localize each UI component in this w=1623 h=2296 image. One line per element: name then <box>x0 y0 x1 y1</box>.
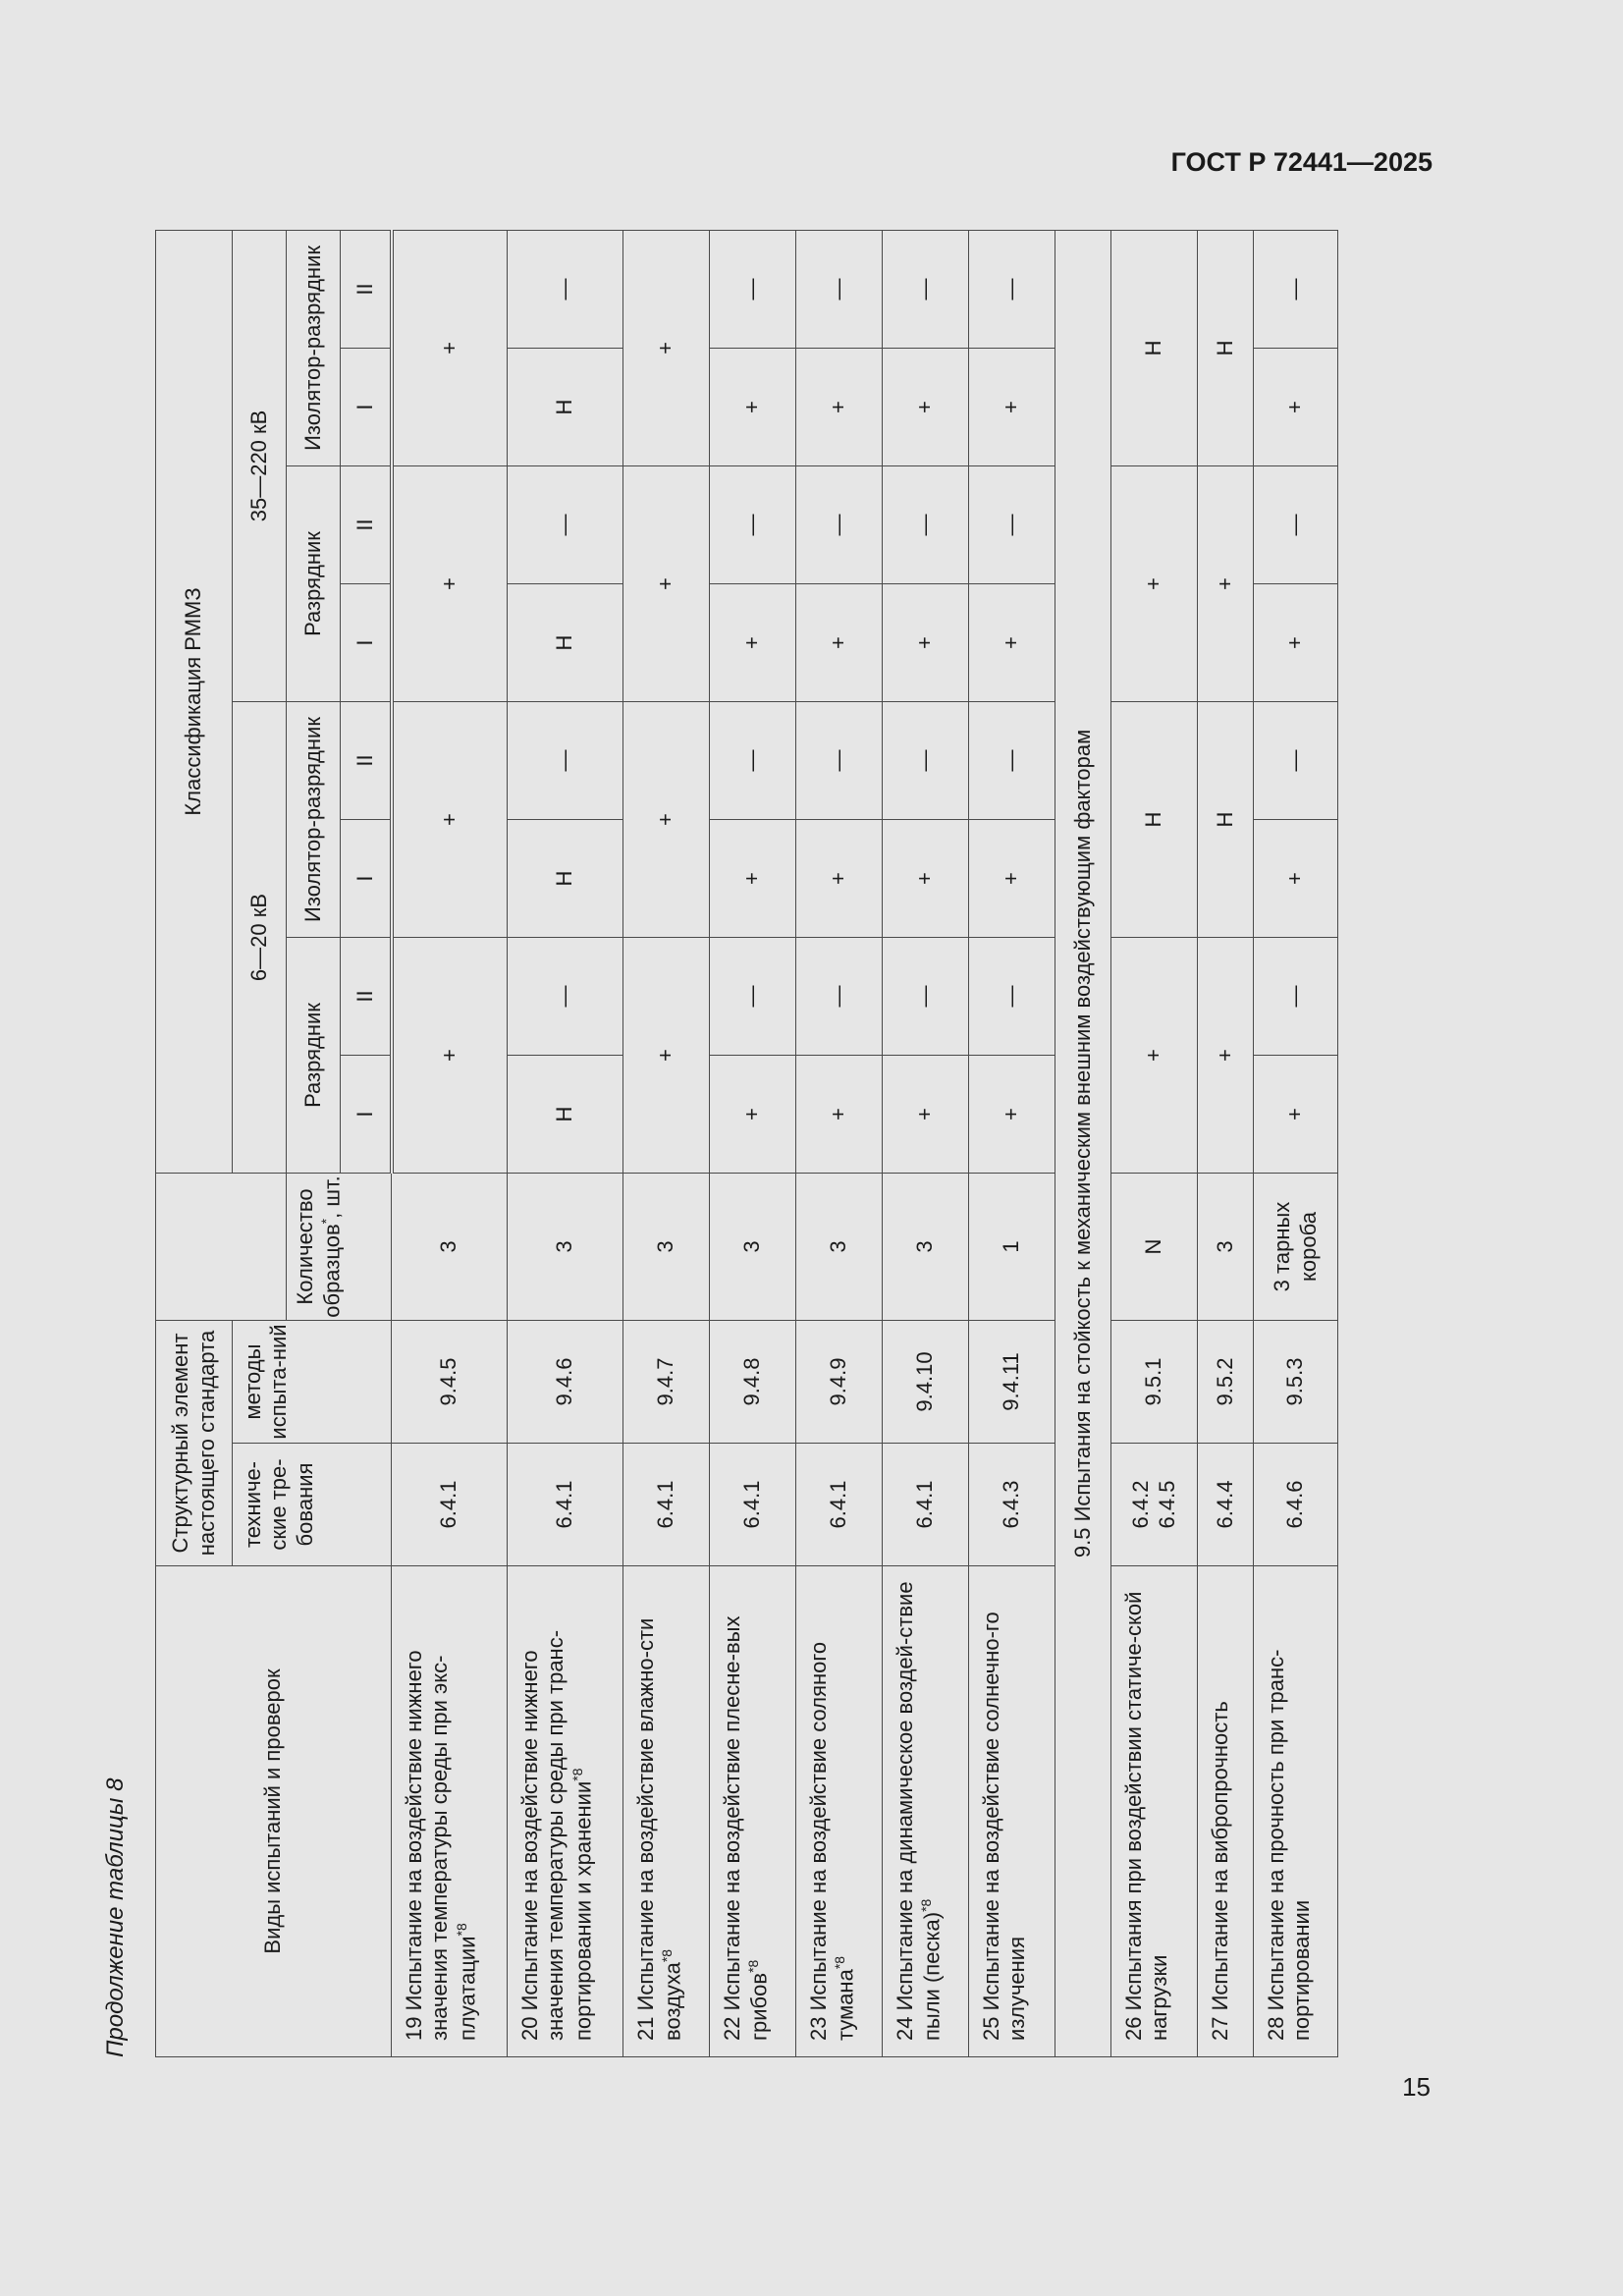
row-value-ii: — <box>508 938 623 1056</box>
header-sub-ii: II <box>341 938 392 1056</box>
row-mark: + <box>623 702 710 938</box>
table-row <box>623 230 710 2056</box>
row-value-i: + <box>1254 1056 1338 1174</box>
header-voltage-35-220: 35—220 кВ <box>233 230 287 701</box>
row-value-ii: — <box>883 938 969 1056</box>
row-value-ii: — <box>710 466 796 584</box>
row-value-ii: — <box>508 230 623 348</box>
row-value-ii: — <box>710 230 796 348</box>
samples-label: Количество образцов <box>293 1188 345 1318</box>
row-qty: 1 <box>969 1174 1055 1321</box>
row-value-i: + <box>710 1056 796 1174</box>
row-name: 26 Испытания при воздействии статиче-ской нагрузки <box>1111 1566 1198 2057</box>
row-value-ii: — <box>1254 466 1338 584</box>
row-tech: 6.4.2 6.4.5 <box>1111 1444 1198 1566</box>
header-sub-ii: II <box>341 230 392 348</box>
header-sub-i: I <box>341 820 392 938</box>
header-sub-ii: II <box>341 702 392 820</box>
row-value-ii: — <box>796 702 883 820</box>
row-method: 9.5.1 <box>1111 1321 1198 1444</box>
row-tech: 6.4.1 <box>883 1444 969 1566</box>
row-qty: 3 <box>796 1174 883 1321</box>
row-insulator-mark: Н <box>1198 702 1254 938</box>
row-value-ii: — <box>796 466 883 584</box>
row-value-i: Н <box>508 820 623 938</box>
rotated-table-block <box>102 231 1346 2057</box>
row-value-ii: — <box>969 466 1055 584</box>
row-method: 9.5.3 <box>1254 1321 1338 1444</box>
row-method: 9.4.7 <box>623 1321 710 1444</box>
row-qty: 3 <box>883 1174 969 1321</box>
row-qty: N <box>1111 1174 1198 1321</box>
row-value-ii: — <box>710 702 796 820</box>
row-method: 9.4.9 <box>796 1321 883 1444</box>
row-tech: 6.4.1 <box>508 1444 623 1566</box>
row-value-i: Н <box>508 349 623 466</box>
row-name: 21 Испытание на воздействие влажно-сти воздуха$^{*8}$ <box>623 1566 710 2057</box>
row-value-i: + <box>1254 584 1338 702</box>
header-arrester-low: Разрядник <box>287 938 341 1174</box>
row-value-i: + <box>969 1056 1055 1174</box>
row-name: 24 Испытание на динамическое воздей-ствие пыли (песка)$^{*8}$ <box>883 1566 969 2057</box>
row-qty: 3 тарных короба <box>1254 1174 1338 1321</box>
row-insulator-mark: Н <box>1111 702 1198 938</box>
table-row <box>969 230 1055 2056</box>
row-name: 19 Испытание на воздействие нижнего значения температуры среды при экс-плуатации$^{*8}$ <box>392 1566 508 2057</box>
row-name: 22 Испытание на воздействие плесне-вых грибов$^{*8}$ <box>710 1566 796 2057</box>
header-samples-top <box>156 1174 287 1321</box>
header-sub-ii: II <box>341 466 392 584</box>
row-qty: 3 <box>1198 1174 1254 1321</box>
header-classification: Классификация РММЗ <box>156 230 233 1173</box>
header-sub-i: I <box>341 584 392 702</box>
row-value-i: + <box>796 820 883 938</box>
row-value-ii: — <box>508 702 623 820</box>
row-mark: + <box>623 230 710 465</box>
row-value-i: + <box>883 820 969 938</box>
row-value-ii: — <box>1254 938 1338 1056</box>
row-value-ii: — <box>710 938 796 1056</box>
row-qty: 3 <box>508 1174 623 1321</box>
table-row <box>508 230 623 2056</box>
row-value-ii: — <box>969 702 1055 820</box>
row-value-i: + <box>883 584 969 702</box>
row-mark: + <box>623 466 710 702</box>
row-name: 28 Испытание на прочность при транс-портировании <box>1254 1566 1338 2057</box>
row-method: 9.5.2 <box>1198 1321 1254 1444</box>
header-insulator-arrester-high: Изолятор-разрядник <box>287 230 341 465</box>
document-code: ГОСТ Р 72441—2025 <box>1170 147 1433 177</box>
table-row <box>883 230 969 2056</box>
header-tech-requirements: техниче-ские тре-бования <box>233 1444 392 1566</box>
section-row <box>1055 230 1111 2056</box>
row-method: 9.4.6 <box>508 1321 623 1444</box>
samples-mark: * <box>318 1218 335 1225</box>
row-value-ii: — <box>1254 230 1338 348</box>
table-row <box>796 230 883 2056</box>
row-name: 20 Испытание на воздействие нижнего значения температуры среды при транс-портировании и хранении$^{*8}$ <box>508 1566 623 2057</box>
row-method: 9.4.11 <box>969 1321 1055 1444</box>
header-kinds: Виды испытаний и проверок <box>156 1566 392 2057</box>
row-mark: + <box>392 466 508 702</box>
header-insulator-arrester-low: Изолятор-разрядник <box>287 702 341 938</box>
test-program-table <box>155 230 1338 2057</box>
row-value-i: Н <box>508 584 623 702</box>
row-value-i: + <box>969 584 1055 702</box>
row-tech: 6.4.4 <box>1198 1444 1254 1566</box>
header-sub-i: I <box>341 1056 392 1174</box>
row-value-i: + <box>796 584 883 702</box>
row-name: 25 Испытание на воздействие солнечно-го излучения <box>969 1566 1055 2057</box>
section-title: 9.5 Испытания на стойкость к механическим внешним воздействующим факторам <box>1055 230 1111 2056</box>
row-method: 9.4.10 <box>883 1321 969 1444</box>
row-value-i: + <box>1254 349 1338 466</box>
row-qty: 3 <box>392 1174 508 1321</box>
row-value-i: + <box>1254 820 1338 938</box>
row-value-i: + <box>796 1056 883 1174</box>
page-number: 15 <box>1402 2072 1431 2102</box>
header-voltage-6-20: 6—20 кВ <box>233 702 287 1174</box>
row-tech: 6.4.1 <box>392 1444 508 1566</box>
row-arrester-mark: + <box>1111 466 1198 702</box>
row-tech: 6.4.1 <box>710 1444 796 1566</box>
row-value-ii: — <box>883 702 969 820</box>
row-arrester-mark: + <box>1198 938 1254 1174</box>
table-row <box>1254 230 1338 2056</box>
table-caption: Продолжение таблицы 8 <box>102 1777 129 2057</box>
row-value-ii: — <box>796 230 883 348</box>
row-arrester-mark: + <box>1198 466 1254 702</box>
row-value-ii: — <box>883 230 969 348</box>
table-row <box>710 230 796 2056</box>
row-mark: + <box>392 702 508 938</box>
row-value-ii: — <box>1254 702 1338 820</box>
row-value-i: + <box>883 349 969 466</box>
row-mark: + <box>623 938 710 1174</box>
row-tech: 6.4.1 <box>623 1444 710 1566</box>
row-value-i: + <box>883 1056 969 1174</box>
row-name: 27 Испытание на вибропрочность <box>1198 1566 1254 2057</box>
row-value-i: + <box>969 820 1055 938</box>
row-value-i: Н <box>508 1056 623 1174</box>
row-value-ii: — <box>508 466 623 584</box>
row-value-ii: — <box>796 938 883 1056</box>
header-samples <box>287 1174 392 1321</box>
row-tech: 6.4.6 <box>1254 1444 1338 1566</box>
row-value-i: + <box>796 349 883 466</box>
samples-unit: , шт. <box>319 1175 345 1219</box>
table-row <box>1111 230 1198 2056</box>
row-value-i: + <box>969 349 1055 466</box>
row-value-i: + <box>710 584 796 702</box>
header-structural-element: Структурный элемент настоящего стандарта <box>156 1321 233 1566</box>
row-arrester-mark: + <box>1111 938 1198 1174</box>
table-row <box>392 230 508 2056</box>
row-value-ii: — <box>969 938 1055 1056</box>
row-insulator-mark: Н <box>1198 230 1254 465</box>
row-method: 9.4.8 <box>710 1321 796 1444</box>
row-insulator-mark: Н <box>1111 230 1198 465</box>
row-value-i: + <box>710 820 796 938</box>
row-qty: 3 <box>710 1174 796 1321</box>
row-name: 23 Испытание на воздействие соляного тумана$^{*8}$ <box>796 1566 883 2057</box>
row-qty: 3 <box>623 1174 710 1321</box>
row-mark: + <box>392 938 508 1174</box>
row-tech: 6.4.3 <box>969 1444 1055 1566</box>
row-mark: + <box>392 230 508 465</box>
row-value-ii: — <box>969 230 1055 348</box>
header-arrester-high: Разрядник <box>287 466 341 702</box>
row-value-i: + <box>710 349 796 466</box>
row-tech: 6.4.1 <box>796 1444 883 1566</box>
header-sub-i: I <box>341 349 392 466</box>
row-value-ii: — <box>883 466 969 584</box>
row-method: 9.4.5 <box>392 1321 508 1444</box>
table-row <box>1198 230 1254 2056</box>
header-test-methods: методы испыта-ний <box>233 1321 392 1444</box>
